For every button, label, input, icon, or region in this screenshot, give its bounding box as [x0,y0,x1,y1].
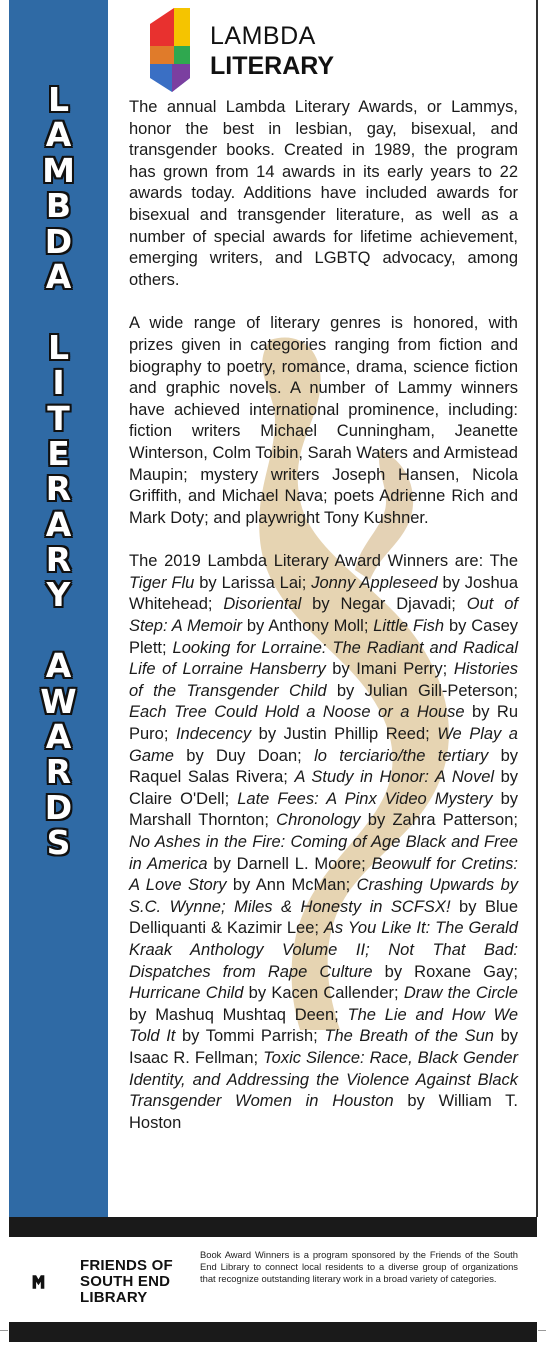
title-letter: B [45,186,72,226]
sidebar-banner [9,0,108,1217]
title-letter: A [45,717,72,757]
article-body [129,97,518,1134]
title-letter: E [47,433,70,473]
title-word-gap [9,613,108,648]
winner-title: Histories of the Transgender Child [129,660,518,700]
winner-title: Beowulf for Cretins: A Love Story [129,854,519,895]
footer-bottom-band [9,1322,537,1342]
winner-title: No Ashes in the Fire: Coming of Age Black and Free in America [129,833,518,873]
winner-author: by Ann McMan; [226,876,357,895]
title-letter: R [45,752,72,792]
lambda-logo-icon [150,6,206,92]
winner-title: Late Fees: A Pinx Video Mystery [237,789,493,808]
winner-author: by Larissa Lai; [194,573,312,592]
winner-author: by Ru Puro; [129,703,519,744]
wordmark-line-1: FRIENDS OF [80,1257,173,1274]
winner-title: The Breath of the Sun [324,1027,494,1046]
winner-title: The Lie and How We Told It [129,1005,518,1046]
friends-library-logo-icon [32,1257,76,1307]
winners-intro: The 2019 Lambda Literary Award Winners are: [129,552,490,571]
winner-author: by Isaac R. Fellman; [129,1027,518,1067]
friends-library-wordmark [80,1258,173,1306]
winner-author: by Negar Djavadi; [301,595,467,614]
genres-paragraph: A wide range of literary genres is honored, with prizes given in categories ranging from fiction and biography to poetry, romance, drama, science fiction and graphic novels. A number of Lammy winners have achieved international prominence, including: fiction writers Michael Cunningham, Jeanette Winterson, Colm Toibin, Sarah Waters and Armistead Maupin; mystery writers Joseph Hansen, Nicola Griffith, and Michael Nava; poets Adrienne Rich and Mark Doty; and playwright Tony Kushner. [129,314,518,527]
title-letter: L [47,80,70,119]
logo-word-literary: LITERARY [210,52,335,80]
winner-author: by Justin Phillip Reed; [251,725,438,744]
winner-author: by Duy Doan; [173,746,315,765]
vertical-title [9,82,108,861]
winners-paragraph [129,551,518,1134]
crop-mark [538,1330,546,1331]
winner-title: Looking for Lorraine: The Radiant and Radical Life of Lorraine Hansberry [129,638,518,679]
winner-title: Each Tree Could Hold a Noose or a House [129,703,465,722]
winner-author: by Zahra Patterson; [360,811,518,830]
wordmark-line-3: LIBRARY [80,1289,148,1306]
title-word-gap [9,294,108,329]
winner-author: by Roxane Gay; [372,962,518,981]
winner-title: Draw the Circle [403,984,518,1003]
title-letter: A [45,115,72,155]
footer-sponsor-note: Book Award Winners is a program sponsored by the Friends of the South End Library to connect local residents to a diverse group of organizations that recognize outstanding literary work in a broad variety of categories. [200,1249,518,1284]
winner-author: by Darnell L. Moore; [207,854,372,873]
logo-word-lambda: LAMBDA [210,22,316,50]
winner-title: Little Fish [373,617,445,636]
winner-title: Jonny Appleseed [311,573,438,592]
winner-author: by Blue Delliquanti & Kazimir Lee; [129,897,518,938]
winner-author: by Raquel Salas Rivera; [129,746,518,787]
right-border [536,0,538,1217]
title-letter: T [47,398,70,438]
title-letter: S [46,823,71,863]
lambda-literary-logo [150,6,350,92]
title-letter: I [52,363,65,403]
title-letter: R [45,540,72,580]
winner-author: by Claire O'Dell; [129,768,519,808]
winner-author: by Casey Plett; [129,617,518,657]
crop-mark [0,1330,8,1331]
winner-title: Hurricane Child [129,984,244,1003]
title-letter: W [40,681,77,721]
winner-title: As You Like It: The Gerald Kraak Anthology Volume II; Not That Bad: Dispatches from Rape Culture [129,919,518,981]
winner-title: Out of Step: A Memoir [129,595,518,636]
title-letter: Y [46,575,71,615]
winner-author: by Anthony Moll; [242,617,374,636]
winner-title: A Study in Honor: A Novel [294,768,495,787]
winner-author: by Marshall Thornton; [129,789,518,830]
winner-author: by Kacen Callender; [243,984,404,1003]
winner-prefix: The [489,552,518,571]
winner-title: Disoriental [223,595,302,614]
winner-title: Tiger Flu [129,573,195,592]
title-letter: L [47,327,70,367]
intro-paragraph: The annual Lambda Literary Awards, or Lammys, honor the best in lesbian, gay, bisexual, and transgender books. Created in 1989, the program has grown from 14 awards in its early years to 22 awards today. Additions have included awards for bisexual and transgender literature, as well as a number of special awards for lifetime achievement, emerging writers, and LGBTQ advocacy, among others. [129,98,518,289]
winner-author: by Mashuq Mushtaq Deen; [129,1005,348,1024]
title-letter: A [45,646,72,686]
title-letter: A [45,256,72,296]
winner-title: Toxic Silence: Race, Black Gender Identity, and Addressing the Violence Against Black Transgender Women in Houston [129,1048,518,1111]
winner-author: by William T. Hoston [129,1092,519,1132]
winner-title: Chronology [276,811,361,830]
winner-title: We Play a Game [129,725,518,765]
winner-author: by Joshua Whitehead; [129,573,519,614]
winner-author: by Imani Perry; [325,660,454,679]
winner-author: by Julian Gill-Peterson; [326,681,518,700]
title-letter: A [45,504,72,544]
footer-top-band [9,1217,537,1237]
title-letter: M [42,150,75,190]
title-letter: R [45,469,72,509]
winner-title: Crashing Upwards by S.C. Wynne; Miles & Honesty in SCFSX! [129,876,519,916]
wordmark-line-2: SOUTH END [80,1273,171,1290]
winner-author: by Tommi Parrish; [175,1027,325,1046]
winner-title: Indecency [175,725,252,744]
title-letter: D [44,787,73,827]
winner-title: lo terciario/the tertiary [314,746,489,765]
title-letter: D [44,221,73,261]
